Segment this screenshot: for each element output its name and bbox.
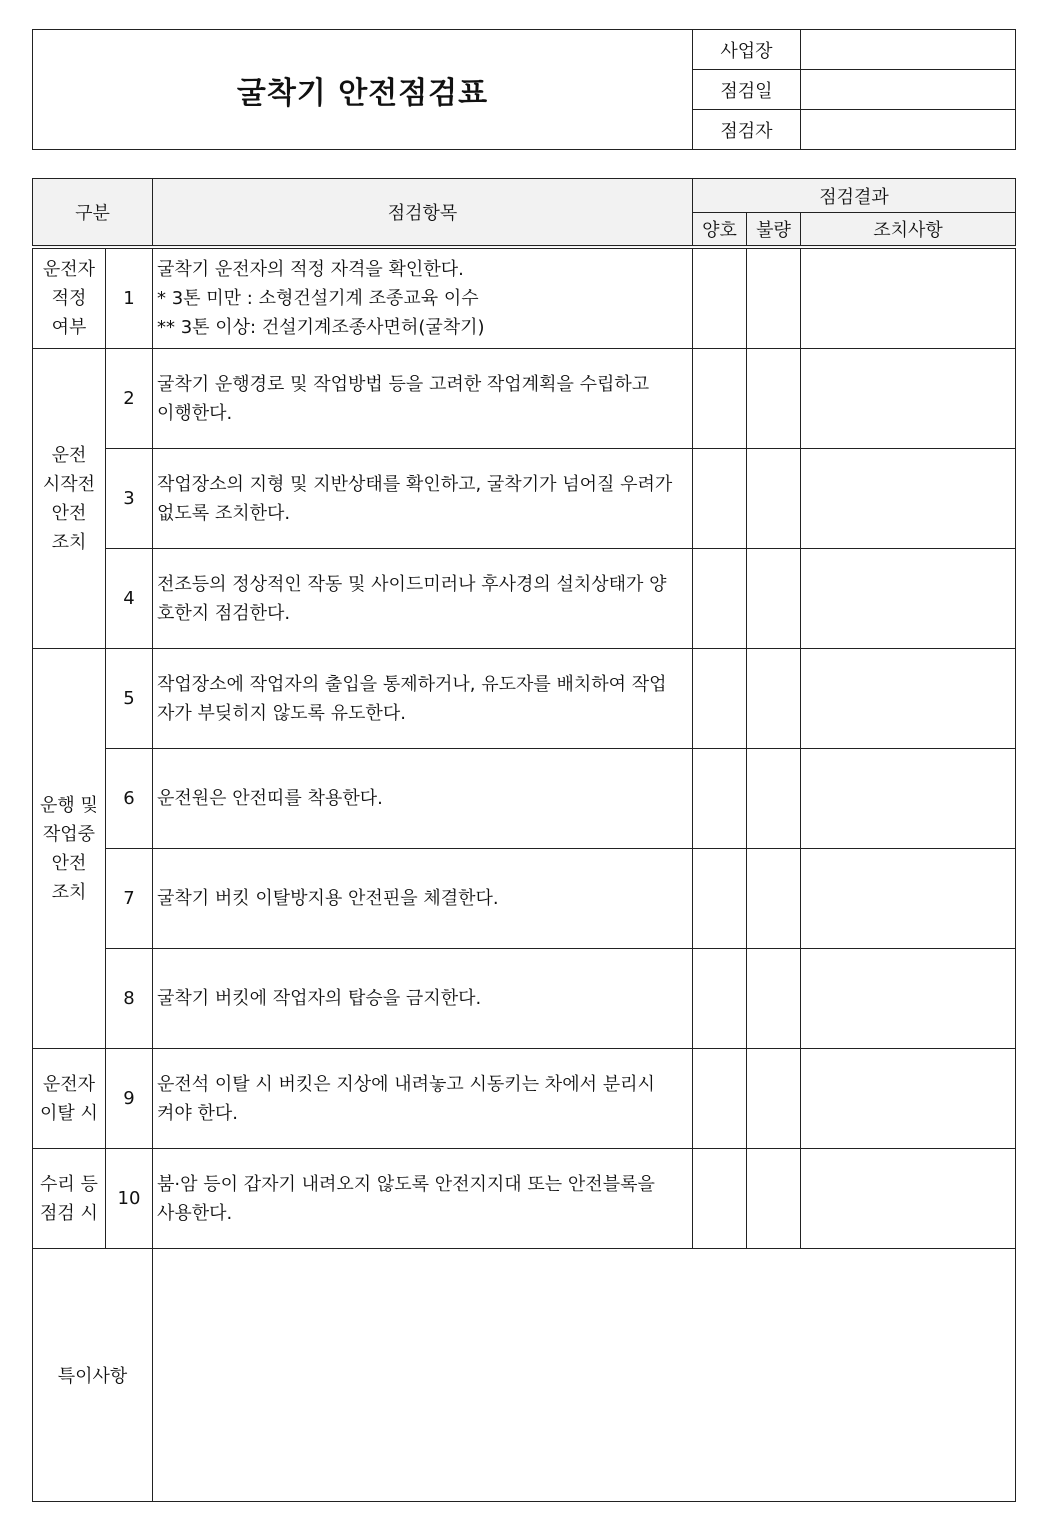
action-cell[interactable]	[801, 849, 1016, 949]
special-notes-row	[33, 1249, 1016, 1502]
item-text: 붐·암 등이 갑자기 내려오지 않도록 안전지지대 또는 안전블록을 사용한다.	[153, 1149, 693, 1249]
item-number: 4	[106, 549, 153, 649]
table-row	[33, 449, 1016, 549]
item-number: 10	[106, 1149, 153, 1249]
bad-check-cell[interactable]	[747, 1049, 801, 1149]
document-title: 굴착기 안전점검표	[33, 30, 693, 150]
action-cell[interactable]	[801, 949, 1016, 1049]
good-check-cell[interactable]	[693, 549, 747, 649]
good-check-cell[interactable]	[693, 1149, 747, 1249]
bad-check-cell[interactable]	[747, 949, 801, 1049]
item-text: 작업장소에 작업자의 출입을 통제하거나, 유도자를 배치하여 작업 자가 부딪히지 않도록 유도한다.	[153, 649, 693, 749]
action-cell[interactable]	[801, 649, 1016, 749]
bad-check-cell[interactable]	[747, 649, 801, 749]
result-header: 점검결과	[693, 179, 1016, 213]
good-header: 양호	[693, 213, 747, 248]
item-number: 2	[106, 349, 153, 449]
bad-check-cell[interactable]	[747, 549, 801, 649]
bad-check-cell[interactable]	[747, 247, 801, 349]
action-cell[interactable]	[801, 349, 1016, 449]
good-check-cell[interactable]	[693, 247, 747, 349]
good-check-cell[interactable]	[693, 749, 747, 849]
bad-check-cell[interactable]	[747, 449, 801, 549]
workplace-field[interactable]	[801, 30, 1016, 70]
item-text: 굴착기 운행경로 및 작업방법 등을 고려한 작업계획을 수립하고 이행한다.	[153, 349, 693, 449]
checklist-table	[32, 178, 1016, 1502]
bad-check-cell[interactable]	[747, 849, 801, 949]
workplace-label: 사업장	[693, 30, 801, 70]
bad-header: 불량	[747, 213, 801, 248]
table-row	[33, 549, 1016, 649]
action-cell[interactable]	[801, 449, 1016, 549]
inspection-date-field[interactable]	[801, 70, 1016, 110]
item-number: 6	[106, 749, 153, 849]
item-header: 점검항목	[153, 179, 693, 248]
item-number: 9	[106, 1049, 153, 1149]
category-operator-leaving: 운전자 이탈 시	[33, 1049, 106, 1149]
good-check-cell[interactable]	[693, 1049, 747, 1149]
item-text: 운전석 이탈 시 버킷은 지상에 내려놓고 시동키는 차에서 분리시 켜야 한다.	[153, 1049, 693, 1149]
item-text: 전조등의 정상적인 작동 및 사이드미러나 후사경의 설치상태가 양 호한지 점검한다.	[153, 549, 693, 649]
table-row	[33, 247, 1016, 349]
inspector-label: 점검자	[693, 110, 801, 150]
action-header: 조치사항	[801, 213, 1016, 248]
inspection-date-label: 점검일	[693, 70, 801, 110]
category-operator-qualification: 운전자 적정 여부	[33, 247, 106, 349]
table-row	[33, 349, 1016, 449]
action-cell[interactable]	[801, 749, 1016, 849]
item-number: 1	[106, 247, 153, 349]
category-during-operation: 운행 및 작업중 안전 조치	[33, 649, 106, 1049]
good-check-cell[interactable]	[693, 349, 747, 449]
table-row	[33, 649, 1016, 749]
table-row	[33, 849, 1016, 949]
good-check-cell[interactable]	[693, 849, 747, 949]
item-number: 8	[106, 949, 153, 1049]
action-cell[interactable]	[801, 549, 1016, 649]
category-pre-operation: 운전 시작전 안전 조치	[33, 349, 106, 649]
special-notes-label: 특이사항	[33, 1249, 153, 1502]
item-text: 작업장소의 지형 및 지반상태를 확인하고, 굴착기가 넘어질 우려가 없도록 조치한다.	[153, 449, 693, 549]
table-row	[33, 1049, 1016, 1149]
category-header: 구분	[33, 179, 153, 248]
table-row	[33, 1149, 1016, 1249]
table-row	[33, 949, 1016, 1049]
item-number: 7	[106, 849, 153, 949]
item-text: 굴착기 버킷에 작업자의 탑승을 금지한다.	[153, 949, 693, 1049]
good-check-cell[interactable]	[693, 649, 747, 749]
bad-check-cell[interactable]	[747, 749, 801, 849]
action-cell[interactable]	[801, 247, 1016, 349]
item-text: 굴착기 버킷 이탈방지용 안전핀을 체결한다.	[153, 849, 693, 949]
item-number: 3	[106, 449, 153, 549]
table-row	[33, 749, 1016, 849]
special-notes-field[interactable]	[153, 1249, 1016, 1502]
inspector-field[interactable]	[801, 110, 1016, 150]
action-cell[interactable]	[801, 1149, 1016, 1249]
item-text: 굴착기 운전자의 적정 자격을 확인한다. * 3톤 미만 : 소형건설기계 조종교육 이수 ** 3톤 이상: 건설기계조종사면허(굴착기)	[153, 247, 693, 349]
header-table	[32, 29, 1016, 150]
bad-check-cell[interactable]	[747, 349, 801, 449]
bad-check-cell[interactable]	[747, 1149, 801, 1249]
good-check-cell[interactable]	[693, 449, 747, 549]
action-cell[interactable]	[801, 1049, 1016, 1149]
item-text: 운전원은 안전띠를 착용한다.	[153, 749, 693, 849]
good-check-cell[interactable]	[693, 949, 747, 1049]
item-number: 5	[106, 649, 153, 749]
category-repair-inspection: 수리 등 점검 시	[33, 1149, 106, 1249]
